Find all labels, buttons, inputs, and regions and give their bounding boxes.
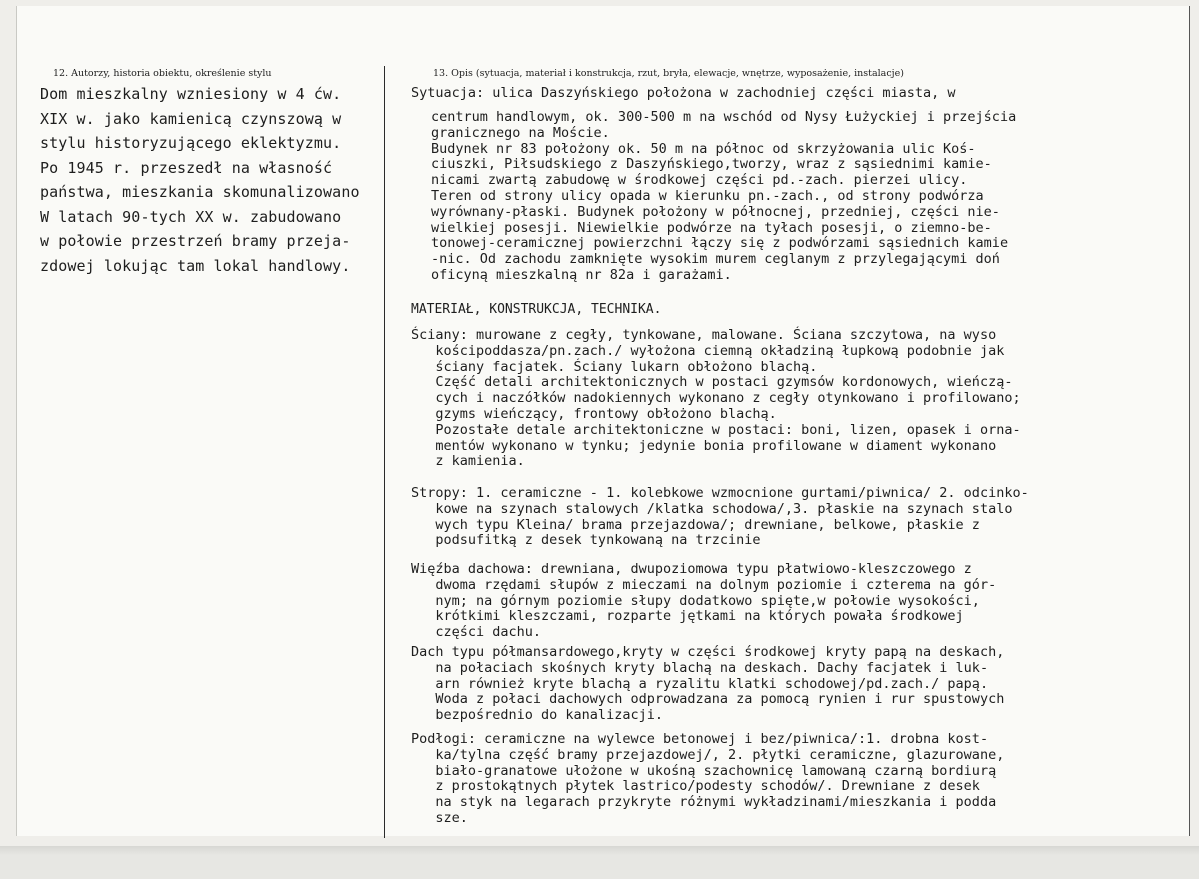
- floors-text: Podłogi: ceramiczne na wylewce betonowej i bez/piwnica/:1. drobna kost- ka/tylna część bramy przejazdowej/, 2. płytki ceramiczne, glazurowane, biało-granatowe ułożone w ukośną szachownicę lamowaną czarną bordiurą z prostokątnych płytek lastrico/podesty schodów/. Drewniane z desek na styk na legarach przykryte różnymi wykładzinami/mieszkania i podda sze.: [411, 731, 1005, 826]
- history-text: Dom mieszkalny wzniesiony w 4 ćw. XIX w. jako kamienicą czynszową w stylu historyzującego eklektyzmu. Po 1945 r. przeszedł na własność państwa, mieszkania skomunalizowano W latach 90-tych XX w. zabudowano w połowie przestrzeń bramy przeja- zdowej lokując tam lokal handlowy.: [40, 85, 360, 275]
- scanner-bottom-edge: [0, 846, 1199, 879]
- roof-truss-text: Więźba dachowa: drewniana, dwupoziomowa typu płatwiowo-kleszczowego z dwoma rzędami słupów z mieczami na dolnym poziomie i czterema na gór- nym; na górnym poziomie słupy dodatkowo spięte,w połowie wysokości, krótkimi kleszczami, rozparte jętkami na których powała środkowej części dachu.: [411, 561, 997, 641]
- situation-text: centrum handlowym, ok. 300-500 m na wschód od Nysy Łużyckiej i przejścia granicznego na Moście. Budynek nr 83 położony ok. 50 m na północ od skrzyżowania ulic Koś- ciuszki, Piłsudskiego z Daszyńskiego,tworzy, wraz z sąsiednimi kamie- nicami zwartą zabudowę w środkowej części pd.-zach. pierzei ulicy. Teren od strony ulicy opada w kierunku pn.-zach., od strony podwórza wyrównany-płaski. Budynek położony w północnej, przedniej, części nie- wielkiej posesji. Niewielkie podwórze na tyłach posesji, o ziemno-be- tonowej-ceramicznej powierzchni łączy się z podwórzami sąsiednich kamie -nic. Od zachodu zamknięte wysokim murem ceglanym z przylegającymi doń oficyną mieszkalną nr 82a i garażami.: [431, 109, 1017, 283]
- roof-text: Dach typu półmansardowego,kryty w części środkowej kryty papą na deskach, na połaciach skośnych kryty blachą na deskach. Dachy facjatek i luk- arn również kryte blachą a ryzalitu klatki schodowej/pd.zach./ papą. Woda z połaci dachowych odprowadzana za pomocą rynien i rur spustowych bezpośrednio do kanalizacji.: [411, 644, 1005, 724]
- field-12-label: 12. Autorzy, historia obiektu, określenie stylu: [53, 68, 272, 79]
- column-divider: [384, 66, 385, 838]
- description-column: [411, 82, 1181, 826]
- ceilings-text: Stropy: 1. ceramiczne - 1. kolebkowe wzmocnione gurtami/piwnica/ 2. odcinko- kowe na szynach stalowych /klatka schodowa/,3. płaskie na szynach stalo wych typu Kleina/ brama przejazdowa/; drewniane, belkowe, płaskie z podsufitką z desek tynkowaną na trzcinie: [411, 485, 1029, 549]
- material-heading: MATERIAŁ, KONSTRUKCJA, TECHNIKA.: [411, 302, 662, 317]
- field-13-label: 13. Opis (sytuacja, materiał i konstrukcja, rzut, bryła, elewacje, wnętrze, wyposażenie, instalacje): [433, 68, 904, 79]
- situation-heading-line: Sytuacja: ulica Daszyńskiego położona w zachodniej części miasta, w: [411, 85, 956, 101]
- walls-text: Ściany: murowane z cegły, tynkowane, malowane. Ściana szczytowa, na wyso kościpoddasza/pn.zach./ wyłożona ciemną okładziną łupkową podobnie jak ściany facjatek. Ściany lukarn obłożono blachą. Część detali architektonicznych w postaci gzymsów kordonowych, wieńczą- cych i naczółków nadokiennych wykonano z cegły otynkowano i profilowano; gzyms wieńczący, frontowy obłożono blachą. Pozostałe detale architektoniczne w postaci: boni, lizen, opasek i orna- mentów wykonano w tynku; jedynie bonia profilowane w diament wykonano z kamienia.: [411, 327, 1021, 470]
